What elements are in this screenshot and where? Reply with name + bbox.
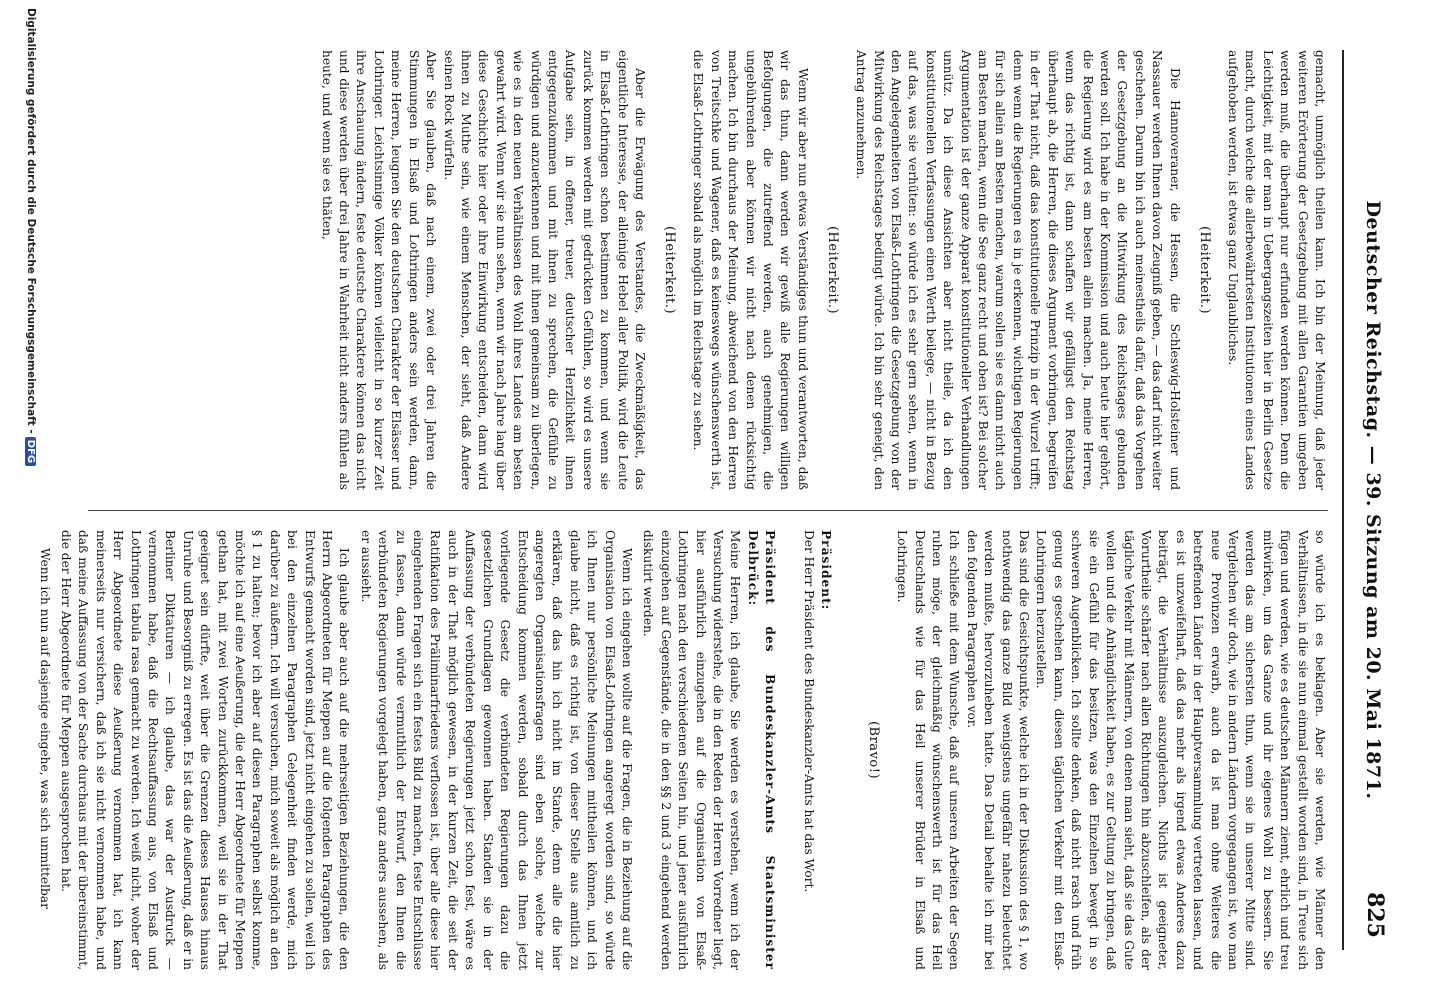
speech-text: Meine Herren, ich glaube, Sie werden es verstehen, wenn ich der Versuchung widerstehe, die in den Reden der Herren Vorredner liegt, hier ausführlich einzugehen auf die Organisation von Elsaß-Lothringen nach den verschiedenen Seiten hin, und jener ausführlich einzugehen auf Gegenstände, die in den §§ 2 und 3 eingehend werden diskutirt werden. [641,530,743,970]
interjection: (Heiterkeit.) [662,225,677,315]
paragraph: Aber die Erwägung des Verstandes, die Zweckmäßigkeit, das eigentliche Interesse, der alleinige Hebel aller Politik, wird die Leute in Elsaß-Lothringen schon bestimmen zu kommen, und wenn sie zurück kommen werden mit gedrückten Gefühlen, so wird es unsere Aufgabe sein, in offener, treuer, deutscher Herzlichkeit ihnen entgegenzukommen und mit ihnen zu sprechen, die Gefühle zu würdigen und anzuerkennen und mit ihnen gemeinsam zu überlegen, wie es in den neuen Verhältnissen des Wohl ihres Landes am besten gewahrt wird. Wenn wir sie nun sehen, wenn wir nach Jahre lang über diese Geschichte hier oder ihre Einwirkung entscheiden, dann wird ihnen zu Muthe sein, wie einem Menschen, der sieht, daß Andere seinen Rock würfeln. Aber Sie glauben, daß nach einem, zwei oder drei Jahren die Stimmungen in Elsaß und Lothringen anders sein werden, dann, meine Herren, leugnen Sie den deutschen Charakter der Elsässer und Lothringer. Leichtsinnige Völker können vielleicht in so kurzer Zeit ihre Anschauung ändern, feste deutsche Charaktere können das nicht und diese werden über drei Jahre in Wahrheit nicht anders fühlen als heute, und wenn sie es thäten, [319,50,647,490]
right-column [37,530,1328,970]
interjection: (Bravo!) [865,720,881,780]
speech-text: Der Herr Präsident des Bundeskanzler-Amts hat das Wort. [802,530,817,893]
running-head: Deutscher Reichstag. — 39. Sitzung am 20. Mai 1871. [1362,200,1384,800]
interjection: (Heiterkeit.) [1196,225,1212,315]
paragraph: gemacht, unmöglich theilen kann. Ich bin der Meinung, daß jeder weiteren Erörterung der Gesetzgebung mit allen Garantien umgeben werden muß, die überhaupt nur erfunden werden können. Denn die Leichtigkeit, mit der man in Uebergangszeiten hier in Berlin Gesetze macht, durch welche die allerbewährtesten Institutionen eines Landes aufgehoben werden, ist etwas ganz Unglaubliches. [1225,50,1327,490]
speaker-paragraph [800,530,852,970]
speaker-name: Präsident: [819,530,834,611]
header-rule [1342,50,1344,950]
column-divider [88,510,1328,511]
speaker-name: Präsident des Bundeskanzler-Amts Staatsminister Delbrück: [745,530,778,970]
speaker-paragraph [639,530,796,970]
paragraph: Wenn ich nun auf dasjenige eingehe, was sich unmittelbar [37,548,52,909]
page-header [1332,40,1402,960]
text-columns [37,50,1328,970]
interjection: (Heiterkeit.) [824,225,840,315]
paragraph: so würde ich es beklagen. Aber sie werden, wie Männer den Verhältnissen, in die sie nun einmal gestellt worden sind, in Treue sich fügen und werden, wie es deutschen Männern ziemt, ehrlich und treu mitwirken, um das Ganze und ihr eigenes Wohl zu bessern. Sie werden das am sichersten thun, wenn sie in unserer Mitte sind. Vergleichen wir doch, wie in andern Ländern vorgegangen ist, wo man neue Provinzen erwarb, auch da ist man ohne Weiteres die betreffenden Länder in der Hauptversammlung vertreten lassen, und es ist unzweifelhaft, daß das mehr als irgend etwas Anderes dazu beiträgt, die Verhältnisse auszugleichen. Nichts ist geeigneter, Vorurtheile schärfer nach allen Richtungen hin abzuschleifen, als der tägliche Verkehr mit Männern, von denen man sieht, daß sie das Gute wollen und die Anhänglichkeit haben, es zur Geltung zu bringen, daß sie ein Gefühl für das besitzen, was den Einzelnen bewegt in so schweren Augenblicken. Ich sollte denken, daß nicht rasch und früh genug es geschehen kann, diesen täglichen Verkehr mit den Elsaß-Lothringern herzustellen. Das sind die Gesichtspunkte, welche ich in der Diskussion des § 1, wo nothwendig das ganze Bild wenigstens ungefähr nahezu beleuchtet werden mußte, hervorzuheben hatte. Das Detail behalte ich mir bei den folgenden Paragraphen vor. Ich schließe mit dem Wunsche, daß auf unseren Arbeiten der Segen ruhen möge, der gleichmäßig wünschenswerth ist für das Heil Deutschlands wie für das Heil unserer Brüder in Elsaß und Lothringen. [895,530,1327,970]
paragraph: Wenn wir aber nun etwas Verständiges thun und verantworten, daß wir das thun, dann werden wir gewiß alle Regierungen willigen Befolgungen, die zutreffend werden, auch genehmigen, die ungebührenden aber können wir nicht nach denen rücksichtig machen. Ich bin durchaus der Meinung, abweichend von den Herren von Treitschke und Wagener, daß es keineswegs wünschenswerth ist, die Elsaß-Lothringer sobald als möglich im Reichstage zu sehen. [691,50,810,490]
paragraph: Ich glaube aber auch auf die mehrseitigen Beziehungen, die den Herrn Abgeordneten für Meppen auf die folgenden Paragraphen des Entwurfs gemacht worden sind, jetzt nicht eingehen zu sollen, weil ich bei den einzelnen Paragraphen Gelegenheit finden werde, mich darüber zu äußern. Ich will versuchen, mich soweit als möglich an den § 1 zu halten; bevor ich aber auf diesen Paragraphen selbst komme, möchte ich auf eine Aeußerung, die der Herr Abgeordnete für Meppen gethan hat, mit zwei Worten zurückkommen, weil sie in der That geeignet sein dürfte, weit über die Grenzen dieses Hauses hinaus Unruhe und Besorgniß zu erregen. Es ist das die Aeußerung, daß er in Berliner Diktaturen — ich glaube, das war der Ausdruck — vernommen habe, daß die Rechtsauffassung aus, von Elsaß und Lothringen tabula rasa gemacht zu werden. Ich weiß nicht, woher der Herr Abgeordnete diese Aeußerung vernommen hat, ich kann meinerseits nur versichern, daß ich sie nicht vernommen habe, und daß meine Auffassung von der Sache durchaus mit der übereinstimmt, die der Herr Abgeordnete für Meppen ausgesprochen hat. [58,530,352,970]
left-column [88,50,1328,490]
dfg-logo: DFG [25,437,36,466]
paragraph: Die Hannoveraner, die Hessen, die Schleswig-Holsteiner und Nassauer werden Ihnen davon Zeugniß geben, — das darf nicht weiter geschehen. Darum bin ich auch meinestheils dafür, daß das Vorgehen der Gesetzgebung an die Mitwirkung des Reichstages gebunden werden soll. Ich habe in der Kommission und auch heute hier gehört, die Regierung wird es am besten allein machen. Ja, meine Herren, wenn das richtig ist, dann schaffen wir gefälligst den Reichstag überhaupt ab, die Herren, die dieses Argument vorbringen, begreifen in der That nicht, daß das konstitutionelle Prinzip in der Wurzel trifft; denn wenn die Regierungen es in je erkennen, wichtigen Regierungen für sich allein am Besten machen, warum sollen sie es dann nicht auch am Besten machen, wenn die See ganz recht und oben ist? Bei solcher Argumentation ist der ganze Apparat konstitutioneller Verhandlungen unnütz. Da ich diese Ansichten aber nicht theile, da ich den konstitutionellen Verfassungen einen Werth beilege, — nicht in Bezug auf das, was sie verhüten: so würde ich es sehr gern sehen, wenn in den Angelegenheiten von Elsaß-Lothringen die Gesetzgebung von der Mitwirkung des Reichstages bedingt würde. Ich bin sehr geneigt, den Antrag anzunehmen. [854,50,1182,490]
paragraph: Wenn ich eingehen wollte auf die Fragen, die in Beziehung auf die Organisation von Elsaß-Lothringen angeregt worden sind, so würde ich Ihnen nur persönliche Meinungen mittheilen können, und ich glaube nicht, daß es richtig ist, von dieser Stelle aus amtlich zu erklären, daß das hin ich nicht im Stande, denn alle die hier angeregten Organisationsfragen sind eben solche, welche zur Entscheidung kommen werden, sobald durch das Ihnen jetzt vorliegende Gesetz die verbündeten Regierungen dazu die gesetzlichen Grundlagen gewonnen haben. Standen sie in der Auffassung der verbündeten Regierungen jetzt schon fest, wäre es auch in der That möglich gewesen, in der kurzen Zeit, die seit der Ratifikation des Präliminarfriedens verflossen ist, über alle diese hier eingehenden Fragen sich ein festes Bild zu machen, feste Entschlüsse zu fassen, dann würde vermuthlich der Entwurf, den Ihnen die verbündeten Regierungen vorgelegt haben, ganz anders aussehen, als er aussieht. [358,530,634,970]
digitization-note [25,8,37,466]
digitization-text: Digitalisierung gefördert durch die Deutsche Forschungsgemeinschaft - [25,8,37,434]
page-number: 825 [1362,892,1388,938]
